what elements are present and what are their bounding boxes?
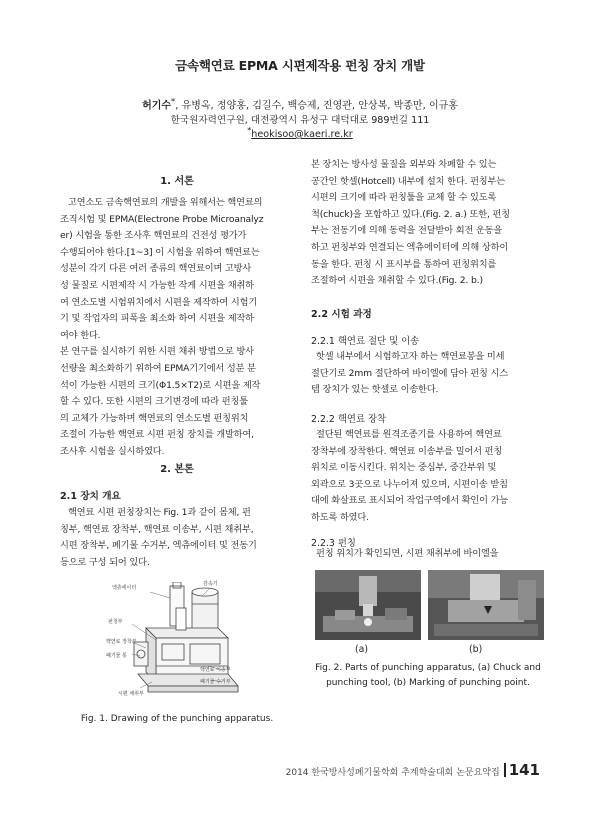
text-line: 척(chuck)을 포함하고 있다.(Fig. 2. a.) 또한, 펀칭 [311, 208, 510, 220]
chuck-photo [315, 570, 421, 640]
fig2-caption [306, 661, 550, 691]
text-line: 선량을 최소화하기 위하여 EPMA기기에서 성분 분 [60, 362, 256, 374]
text-line: 핵연료 시편 펀칭장치는 Fig. 1과 같이 몸체, 펀 [68, 507, 251, 518]
footer-text: 2014 한국방사성폐기물학회 추계학술대회 논문요약집 [285, 768, 500, 778]
text-line: 등으로 구성 되어 있다. [60, 556, 150, 568]
page-footer [286, 761, 540, 779]
subsection-2-2-1-title: 2.2.1 핵연료 절단 및 이송 [311, 336, 420, 347]
text-line: 여야 한다. [60, 329, 101, 341]
subsection-2-1-title: 2.1 장치 개요 [60, 491, 121, 502]
author-list [0, 96, 600, 111]
text-line: 본 연구를 실시하기 위한 시편 채취 방법으로 방사 [60, 346, 254, 358]
text-line: 공간인 핫셀(Hotcell) 내부에 설치 한다. 펀칭부는 [311, 175, 505, 187]
subsection-2-2-3-title: 2.2.3 펀칭 [311, 538, 356, 549]
affiliation: 한국원자력연구원, 대전광역시 유성구 대덕대로 989번길 111 [170, 115, 430, 126]
text-line: 조사후 시험을 실시하였다. [60, 445, 165, 457]
text-line: 칭부, 핵연료 장착부, 핵연료 이송부, 시편 채취부, [60, 523, 254, 535]
fig2-label-a: (a) [355, 644, 369, 655]
text-line: 장착부에 장착한다. 핵연료 이송부를 밀어서 펀칭 [311, 445, 503, 457]
fig1-label-transfer: 핵연료 이송부 [200, 667, 231, 673]
text-line: 기 및 작업자의 피폭을 최소화 하여 시편을 제작하 [60, 313, 254, 325]
coauthors: , 유병옥, 정양홍, 김길수, 백승제, 진영관, 안상복, 박종만, 이규홍 [175, 100, 458, 112]
text-line: 핫셀 내부에서 시험하고자 하는 핵연료봉을 미세 [316, 351, 505, 362]
text-line: 템 장치가 있는 핫셀로 이송한다. [311, 384, 439, 396]
overview-paragraph [60, 505, 294, 571]
text-line: 할 수 있다. 또한 시편의 크기변경에 따라 펀칭툴 [60, 396, 248, 408]
text-line: 여 연소도별 시험위치에서 시편을 제작하여 시험기 [60, 296, 258, 308]
text-line: 고연소도 금속핵연료의 개발을 위해서는 핵연료의 [68, 197, 263, 208]
caption-line: Fig. 2. Parts of punching apparatus, (a) Chuck and [315, 663, 541, 673]
fig1-label-reducer: 감속기 [203, 581, 218, 587]
email-address[interactable]: heokisoo@kaeri.re.kr [251, 129, 353, 141]
paper-title: 금속핵연료 EPMA 시편제작용 펀칭 장치 개발 [175, 58, 425, 73]
fig2-label-b: (b) [469, 644, 483, 655]
text-line: 성 물질로 시편제작 시 가능한 작게 시편을 채취하 [60, 279, 254, 291]
caption-line: punching tool, (b) Marking of punching point. [326, 678, 530, 688]
text-line: 펀칭 위치가 확인되면, 시편 채취부에 바이엘을 [316, 548, 499, 559]
text-line: 의 교체가 가능하며 핵연료의 연소도별 펀칭위치 [60, 412, 249, 424]
text-line: 석이 가능한 시편의 크기(Φ1.5×T2)로 시편을 제작 [60, 379, 261, 391]
text-line: 하도록 하였다. [311, 511, 369, 523]
fig1-caption: Fig. 1. Drawing of the punching apparatus. [80, 714, 274, 724]
text-line: 절단기로 2mm 절단하여 바이엘에 담아 펀칭 시스 [311, 367, 508, 379]
fig1-label-waste-collector: 폐기물 수거부 [200, 679, 231, 685]
fig1-label-sampler: 시편 채취부 [118, 691, 144, 697]
text-line: 시편 장착부, 폐기물 수거부, 엑츄에이터 및 전동기 [60, 540, 257, 552]
text-line: 부는 전동기에 의해 동력을 전달받아 회전 운동을 [311, 225, 503, 237]
text-line: 본 장치는 방사성 물질을 외부와 차폐할 수 있는 [311, 159, 497, 170]
punching-paragraph [311, 546, 543, 563]
fig1-label-punching: 펀칭부 [108, 619, 123, 625]
text-line: 수행되어야 한다.[1~3] 이 시험을 위하여 핵연료는 [60, 246, 260, 258]
text-line: 동을 한다. 펀칭 시 표시부를 통하여 펀칭위치를 [311, 258, 497, 270]
fig1-label-waste-bin: 폐기물 통 [106, 653, 127, 659]
page-number: 141 [508, 761, 540, 779]
overview-continued-paragraph [311, 157, 543, 290]
text-line: 외곽으로 3곳으로 나누어져 있으며, 시편이송 받침 [311, 478, 508, 490]
footer-divider [504, 763, 506, 777]
text-line: 절단된 핵연료를 원격조종기를 사용하여 핵연료 [316, 429, 502, 440]
text-line: 시편의 크기에 따라 펀칭툴을 교체 할 수 있도록 [311, 192, 497, 204]
subsection-2-2-2-title: 2.2.2 핵연료 장착 [311, 414, 387, 425]
section-intro-title: 1. 서론 [160, 176, 194, 187]
intro-paragraph [60, 195, 294, 461]
mounting-paragraph [311, 427, 543, 527]
text-line: 조절하여 시편을 채취할 수 있다.(Fig. 2. b.) [311, 275, 483, 287]
marking-photo [428, 570, 544, 640]
lead-author-mark: * [171, 96, 176, 106]
fig1-label-mount: 핵연료 장착부 [106, 639, 137, 645]
text-line: 조직시험 및 EPMA(Electrone Probe Microanalyz [60, 213, 264, 225]
text-line: 위치로 이동시킨다. 위치는 중심부, 중간부위 및 [311, 462, 497, 474]
text-line: 하고 펀칭부와 연결되는 엑츄에이터에 의해 상하이 [311, 241, 509, 253]
subsection-2-2-title: 2.2 시험 과정 [311, 309, 372, 320]
lead-author: 허기수 [142, 100, 172, 112]
section-body-title: 2. 본론 [160, 464, 194, 475]
cutting-paragraph [311, 349, 543, 399]
text-line: 조절이 가능한 핵연료 시편 펀칭 장치를 개발하여, [60, 429, 254, 441]
text-line: 성분이 각기 다른 여러 종류의 핵연료이며 고방사 [60, 263, 252, 275]
text-line: er) 시험을 통한 조사후 핵연료의 건전성 평가가 [60, 230, 247, 242]
text-line: 대에 화살표로 표시되어 작업구역에서 확인이 가능 [311, 495, 509, 507]
contact-email [0, 126, 600, 140]
fig1-label-actuator: 엑츄에이터 [112, 585, 137, 591]
email-mark: * [247, 126, 252, 135]
